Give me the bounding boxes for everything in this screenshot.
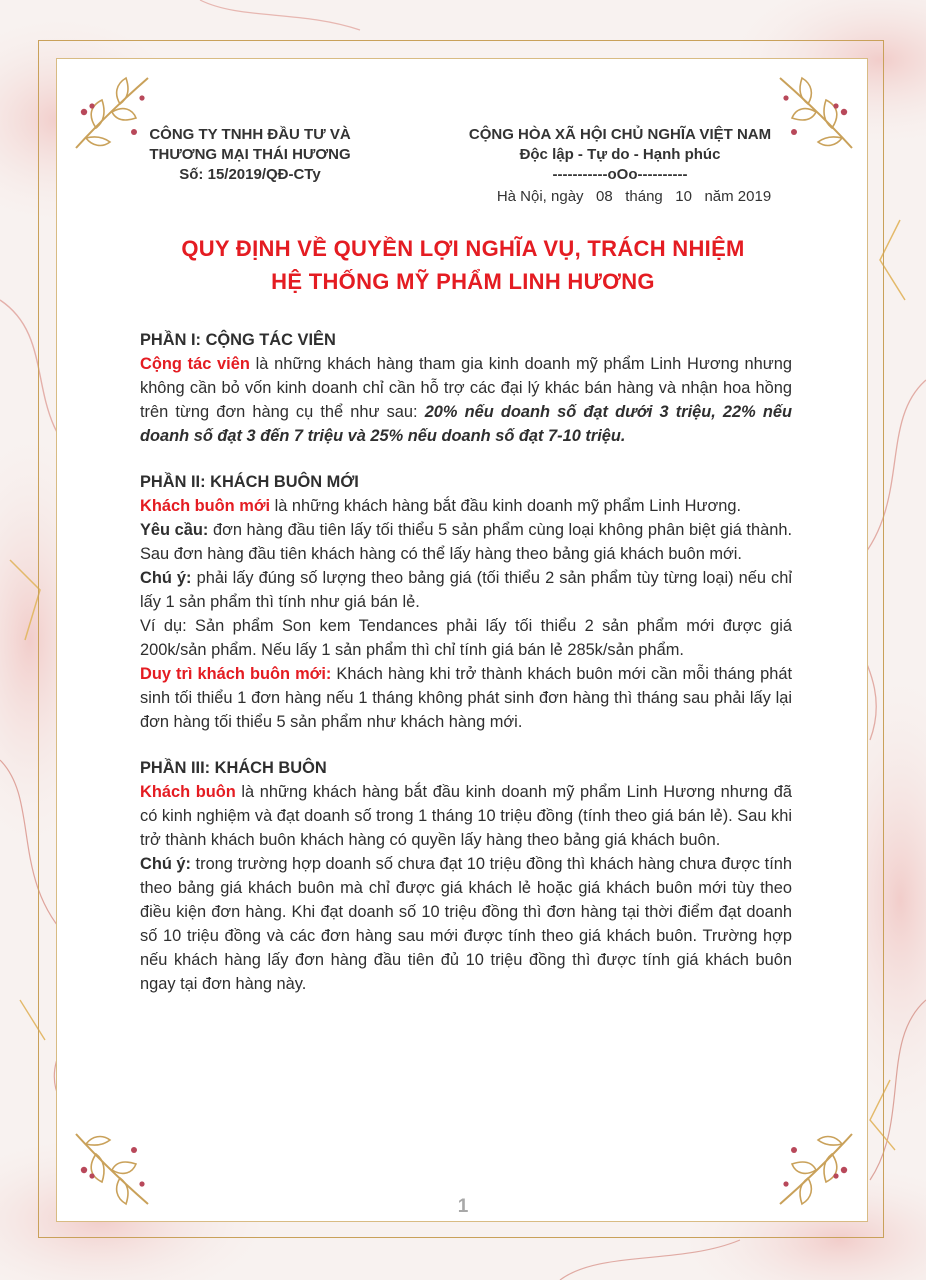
section-paragraph [140,352,792,448]
document-body [140,328,792,996]
section-paragraph [140,518,792,566]
company-name-line2: THƯƠNG MẠI THÁI HƯƠNG [149,146,351,163]
title-line1: QUY ĐỊNH VỀ QUYỀN LỢI NGHĨA VỤ, TRÁCH NHIỆM [181,236,745,261]
term-highlight: Duy trì khách buôn mới: [140,665,332,683]
paragraph-text: là những khách hàng tham gia kinh doanh mỹ phẩm Linh Hương nhưng không cần bỏ vốn kinh doanh chỉ cần hỗ trợ các đại lý khác bán hàng và nhận hoa hồng trên từng đơn hàng cụ thể như sau: [140,355,792,421]
label-bold: Yêu cầu: [140,521,209,539]
term-highlight: Cộng tác viên [140,355,250,373]
paragraph-text: là những khách hàng bắt đầu kinh doanh mỹ phẩm Linh Hương nhưng đã có kinh nghiệm và đạt doanh số trong 1 tháng 10 triệu đồng (tính theo giá bán lẻ). Sau khi trở thành khách buôn khách hàng có quyền lấy hàng theo bảng giá khách buôn. [140,783,792,849]
term-highlight: Khách buôn mới [140,497,271,515]
national-header [430,125,810,185]
section-paragraph [140,494,792,518]
section-heading: PHẦN II: KHÁCH BUÔN MỚI [140,473,359,491]
section-paragraph [140,662,792,734]
label-bold: Chú ý: [140,855,191,873]
label-bold: Chú ý: [140,569,192,587]
title-line2: HỆ THỐNG MỸ PHẨM LINH HƯƠNG [271,269,655,294]
company-header [120,125,380,185]
term-highlight: Khách buôn [140,783,236,801]
document-title [80,232,846,298]
document-date: Hà Nội, ngày 08 tháng 10 năm 2019 [496,188,772,205]
page-number: 1 [457,1196,469,1217]
section-paragraph [140,780,792,852]
gold-leaf-branch-icon [66,1124,158,1216]
section-paragraph [140,852,792,996]
paragraph-text: phải lấy đúng số lượng theo bảng giá (tối thiểu 2 sản phẩm tùy từng loại) nếu chỉ lấy 1 sản phẩm thì tính như giá bán lẻ. [140,569,793,611]
company-name-line1: CÔNG TY TNHH ĐẦU TƯ VÀ [149,126,351,143]
commission-rates: 20% nếu doanh số đạt dưới 3 triệu, 22% nếu doanh số đạt 3 đến 7 triệu và 25% nếu doanh số đạt 7-10 triệu. [140,403,792,445]
paragraph-text: trong trường hợp doanh số chưa đạt 10 triệu đồng thì khách hàng chưa được tính theo bảng giá khách buôn mà chỉ được giá khách lẻ hoặc giá khách buôn mới tùy theo điều kiện đơn hàng. Khi đạt doanh số 10 triệu đồng thì đơn hàng tại thời điểm đạt doanh số 10 triệu đồng và các đơn hàng sau mới được tính theo giá khách buôn. Trường hợp nếu khách hàng lấy đơn hàng đầu tiên đủ 10 triệu đồng thì được tính giá khách buôn ngay tại đơn hàng này. [140,855,793,993]
paragraph-text: là những khách hàng bắt đầu kinh doanh mỹ phẩm Linh Hương. [270,497,742,515]
section-heading: PHẦN I: CỘNG TÁC VIÊN [140,331,336,349]
nation-motto: Độc lập - Tự do - Hạnh phúc [519,146,721,163]
section-heading: PHẦN III: KHÁCH BUÔN [140,759,327,777]
nation-name: CỘNG HÒA XÃ HỘI CHỦ NGHĨA VIỆT NAM [468,126,772,143]
nation-divider: -----------oOo---------- [552,166,688,183]
paragraph-text: đơn hàng đầu tiên lấy tối thiểu 5 sản phẩm cùng loại không phân biệt giá thành. Sau đơn hàng đầu tiên khách hàng có thể lấy hàng theo bảng giá khách buôn mới. [140,521,792,563]
section-paragraph [140,566,792,614]
document-number: Số: 15/2019/QĐ-CTy [179,166,321,183]
gold-leaf-branch-icon [770,1124,862,1216]
section-paragraph: Ví dụ: Sản phẩm Son kem Tendances phải lấy tối thiểu 2 sản phẩm mới được giá 200k/sản phẩm. Nếu lấy 1 sản phẩm thì chỉ tính giá bán lẻ 285k/sản phẩm. [140,617,792,659]
paragraph-text: Khách hàng khi trở thành khách buôn mới cần mỗi tháng phát sinh tối thiểu 1 đơn hàng nếu 1 tháng không phát sinh đơn hàng thì tháng sau phải lấy lại đơn hàng tối thiểu 5 sản phẩm như khách hàng mới. [140,665,792,731]
